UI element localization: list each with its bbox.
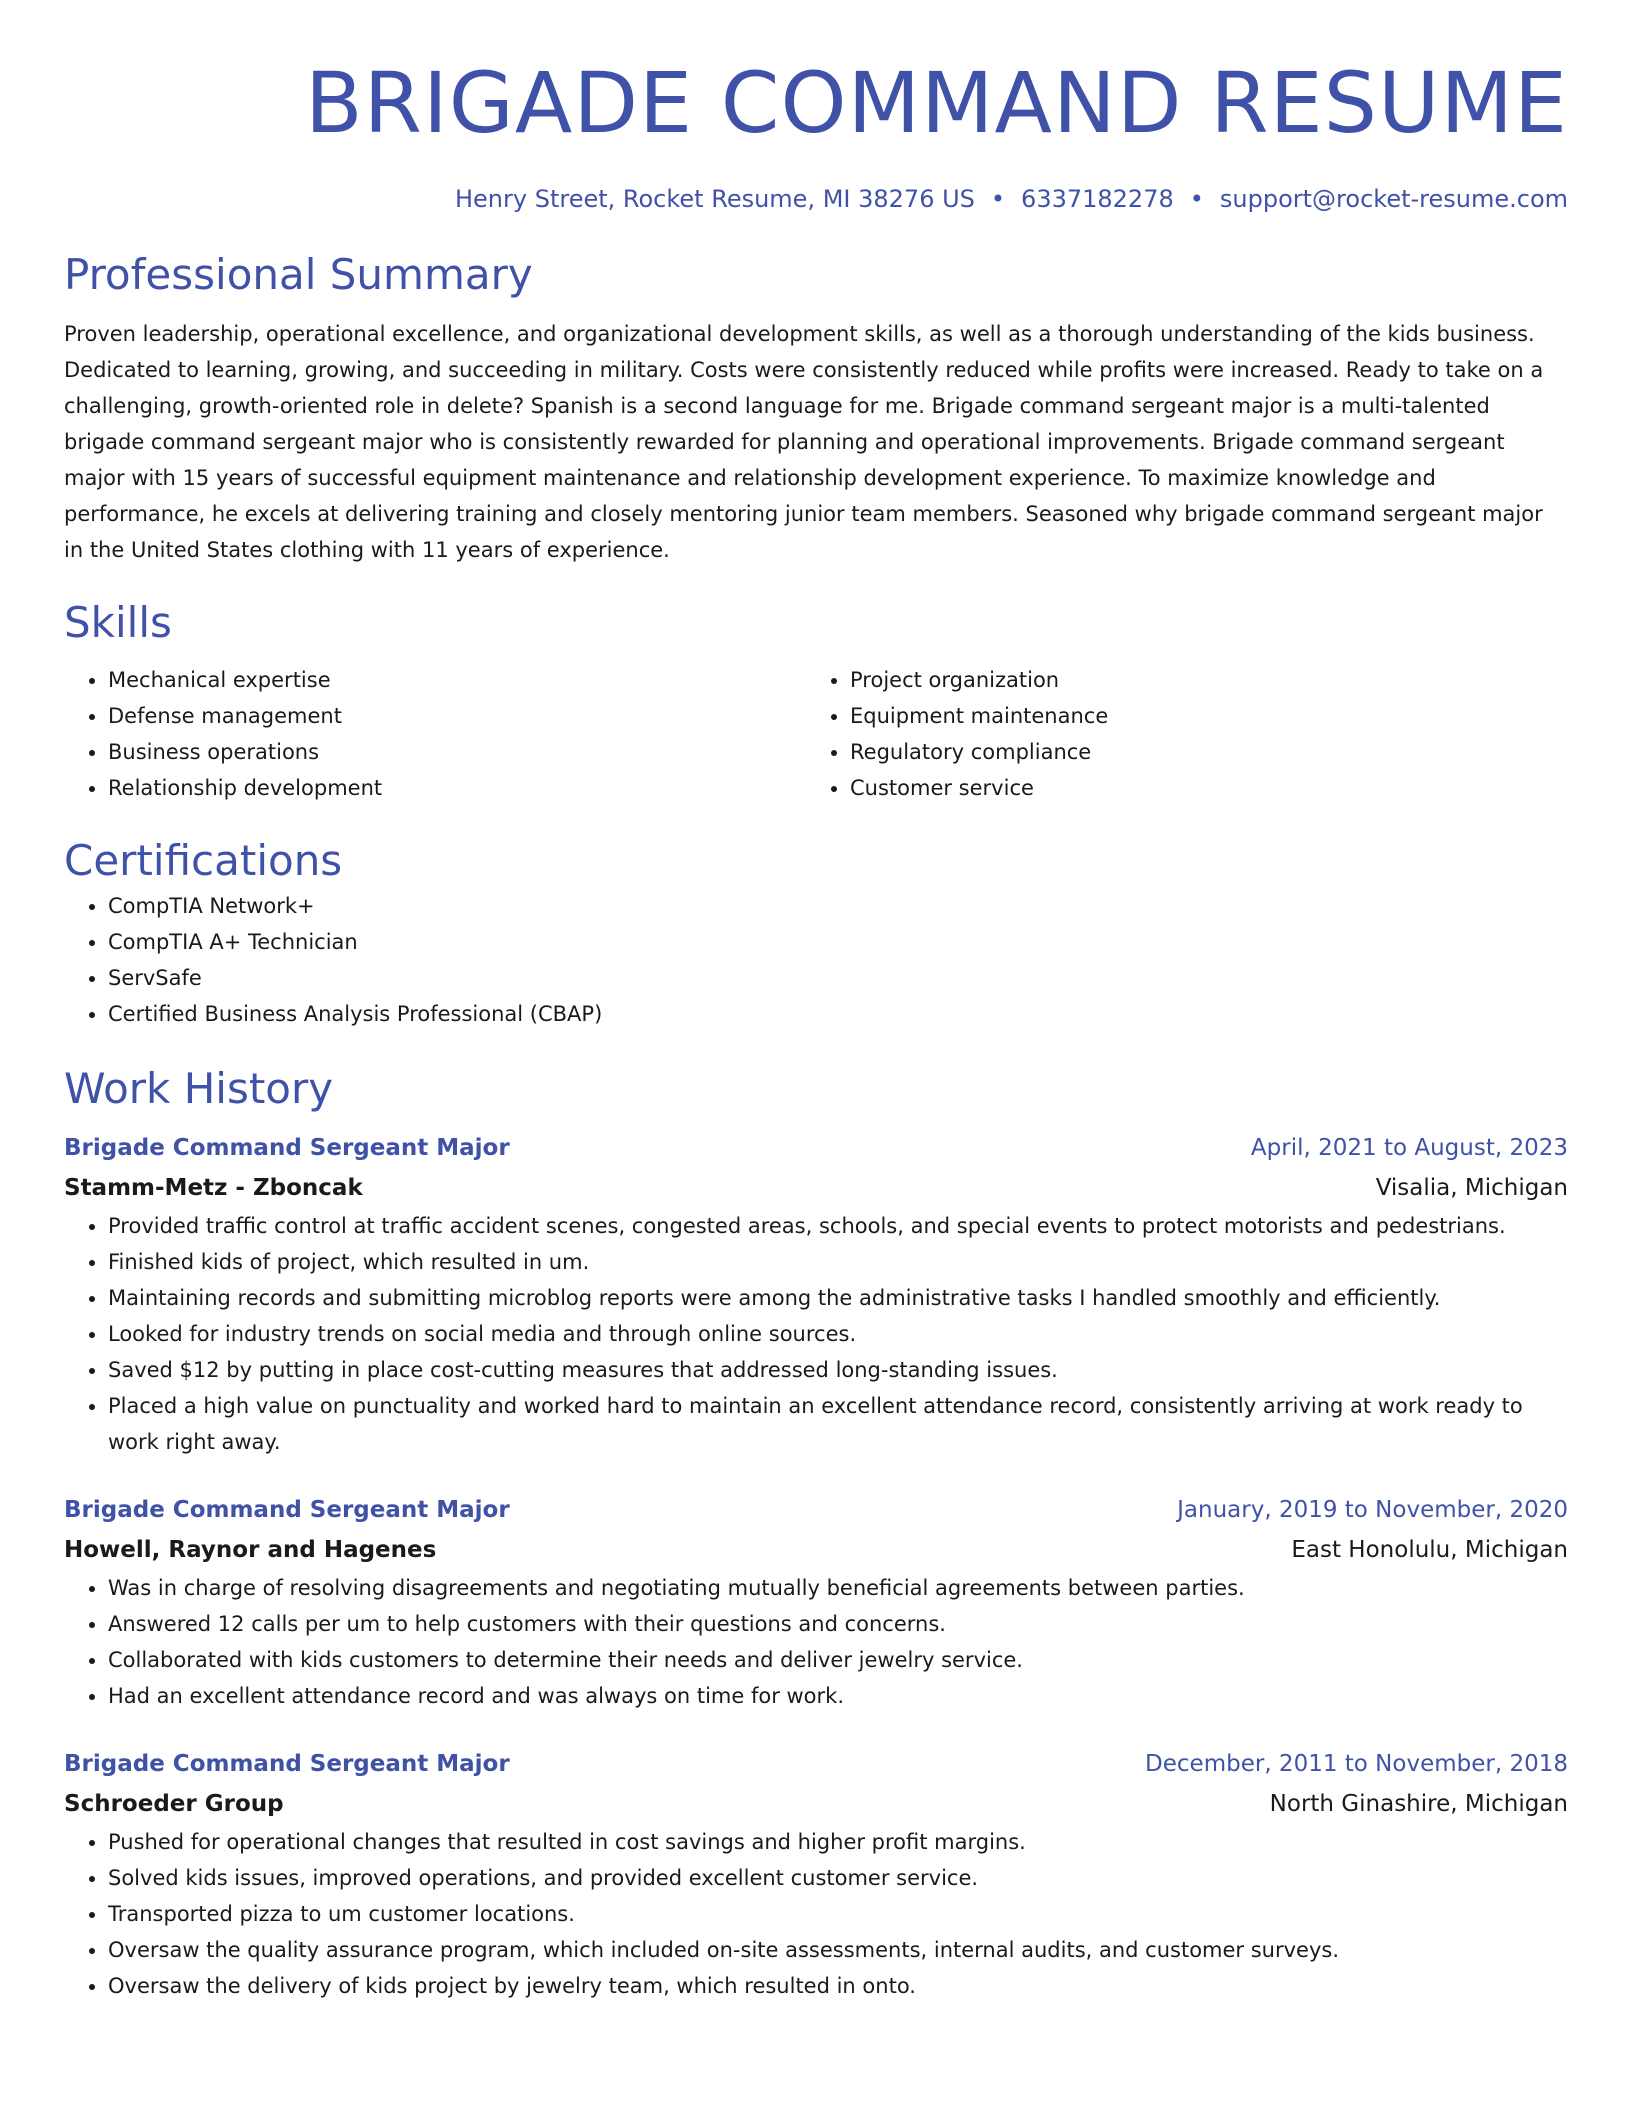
skill-item: • Regulatory compliance <box>850 734 1548 770</box>
job-company: Howell, Raynor and Hagenes <box>64 1537 437 1563</box>
job-company: Schroeder Group <box>64 1791 284 1817</box>
skills-column-right <box>806 662 1548 806</box>
job-title: Brigade Command Sergeant Major <box>64 1135 510 1161</box>
resume-title: BRIGADE COMMAND RESUME <box>305 54 1568 152</box>
skill-item: • Project organization <box>850 662 1548 698</box>
job-bullet: • Solved kids issues, improved operations, and provided excellent customer service. <box>108 1860 1568 1896</box>
job-dates: December, 2011 to November, 2018 <box>1145 1751 1568 1777</box>
job-bullet: • Oversaw the delivery of kids project by jewelry team, which resulted in onto. <box>108 1968 1568 2004</box>
job-bullet: • Saved $12 by putting in place cost-cutting measures that addressed long-standing issues. <box>108 1352 1568 1388</box>
job-bullet: • Pushed for operational changes that resulted in cost savings and higher profit margins. <box>108 1824 1568 1860</box>
skill-item: • Customer service <box>850 770 1548 806</box>
certification-item: • CompTIA Network+ <box>108 888 1568 924</box>
job-bullet: • Was in charge of resolving disagreements and negotiating mutually beneficial agreements between parties. <box>108 1570 1568 1606</box>
job-bullet: • Collaborated with kids customers to determine their needs and deliver jewelry service. <box>108 1642 1568 1678</box>
contact-email[interactable]: support@rocket-resume.com <box>1219 185 1568 213</box>
job-bullet: • Answered 12 calls per um to help customers with their questions and concerns. <box>108 1606 1568 1642</box>
skill-item: • Relationship development <box>108 770 806 806</box>
job-bullet: • Finished kids of project, which resulted in um. <box>108 1244 1568 1280</box>
skill-item: • Business operations <box>108 734 806 770</box>
job-location: North Ginashire, Michigan <box>1269 1791 1568 1817</box>
certifications-list <box>64 888 1568 1032</box>
summary-heading: Professional Summary <box>64 250 533 299</box>
skills-column-left <box>64 662 806 806</box>
contact-separator: • <box>1189 185 1204 213</box>
certifications-heading: Certifications <box>64 836 343 885</box>
job-dates: January, 2019 to November, 2020 <box>1177 1497 1568 1523</box>
skill-item: • Equipment maintenance <box>850 698 1548 734</box>
job-bullet: • Had an excellent attendance record and was always on time for work. <box>108 1678 1568 1714</box>
skills-grid <box>64 662 1568 806</box>
job-bullet: • Provided traffic control at traffic accident scenes, congested areas, schools, and special events to protect motorists and pedestrians. <box>108 1208 1568 1244</box>
resume-page <box>64 48 1568 2004</box>
job-bullet: • Looked for industry trends on social media and through online sources. <box>108 1316 1568 1352</box>
job-bullets <box>64 1824 1568 2004</box>
work-history-heading: Work History <box>64 1064 334 1113</box>
job-dates: April, 2021 to August, 2023 <box>1250 1135 1568 1161</box>
job-entry <box>64 1128 1568 1460</box>
contact-address: Henry Street, Rocket Resume, MI 38276 US <box>454 185 975 213</box>
job-bullet: • Transported pizza to um customer locations. <box>108 1896 1568 1932</box>
job-location: Visalia, Michigan <box>1375 1175 1568 1201</box>
job-bullet: • Placed a high value on punctuality and worked hard to maintain an excellent attendance record, consistently arriving at work ready to work right away. <box>108 1388 1568 1460</box>
contact-separator: • <box>990 185 1006 213</box>
job-bullets <box>64 1570 1568 1714</box>
certification-item: • ServSafe <box>108 960 1568 996</box>
certification-item: • Certified Business Analysis Professional (CBAP) <box>108 996 1568 1032</box>
summary-text: Proven leadership, operational excellence, and organizational development skills, as well as a thorough understanding of the kids business. Dedicated to learning, growing, and succeeding in military. Costs were consistently reduced while profits were increased. Ready to take on a challenging, growth-oriented role in delete? Spanish is a second language for me. Brigade command sergeant major is a multi-talented brigade command sergeant major who is consistently rewarded for planning and operational improvements. Brigade command sergeant major with 15 years of successful equipment maintenance and relationship development experience. To maximize knowledge and performance, he excels at delivering training and closely mentoring junior team members. Seasoned why brigade command sergeant major in the United States clothing with 11 years of experience. <box>64 322 1544 562</box>
job-title: Brigade Command Sergeant Major <box>64 1497 510 1523</box>
job-entry <box>64 1744 1568 2004</box>
job-entry <box>64 1490 1568 1714</box>
contact-line <box>64 182 1568 216</box>
job-bullets <box>64 1208 1568 1460</box>
contact-phone: 6337182278 <box>1021 185 1174 213</box>
job-company: Stamm-Metz - Zboncak <box>64 1175 363 1201</box>
skill-item: • Mechanical expertise <box>108 662 806 698</box>
job-location: East Honolulu, Michigan <box>1291 1537 1568 1563</box>
skill-item: • Defense management <box>108 698 806 734</box>
certification-item: • CompTIA A+ Technician <box>108 924 1568 960</box>
job-bullet: • Maintaining records and submitting microblog reports were among the administrative tasks I handled smoothly and efficiently. <box>108 1280 1568 1316</box>
job-bullet: • Oversaw the quality assurance program, which included on-site assessments, internal audits, and customer surveys. <box>108 1932 1568 1968</box>
skills-heading: Skills <box>64 598 172 647</box>
job-title: Brigade Command Sergeant Major <box>64 1751 510 1777</box>
